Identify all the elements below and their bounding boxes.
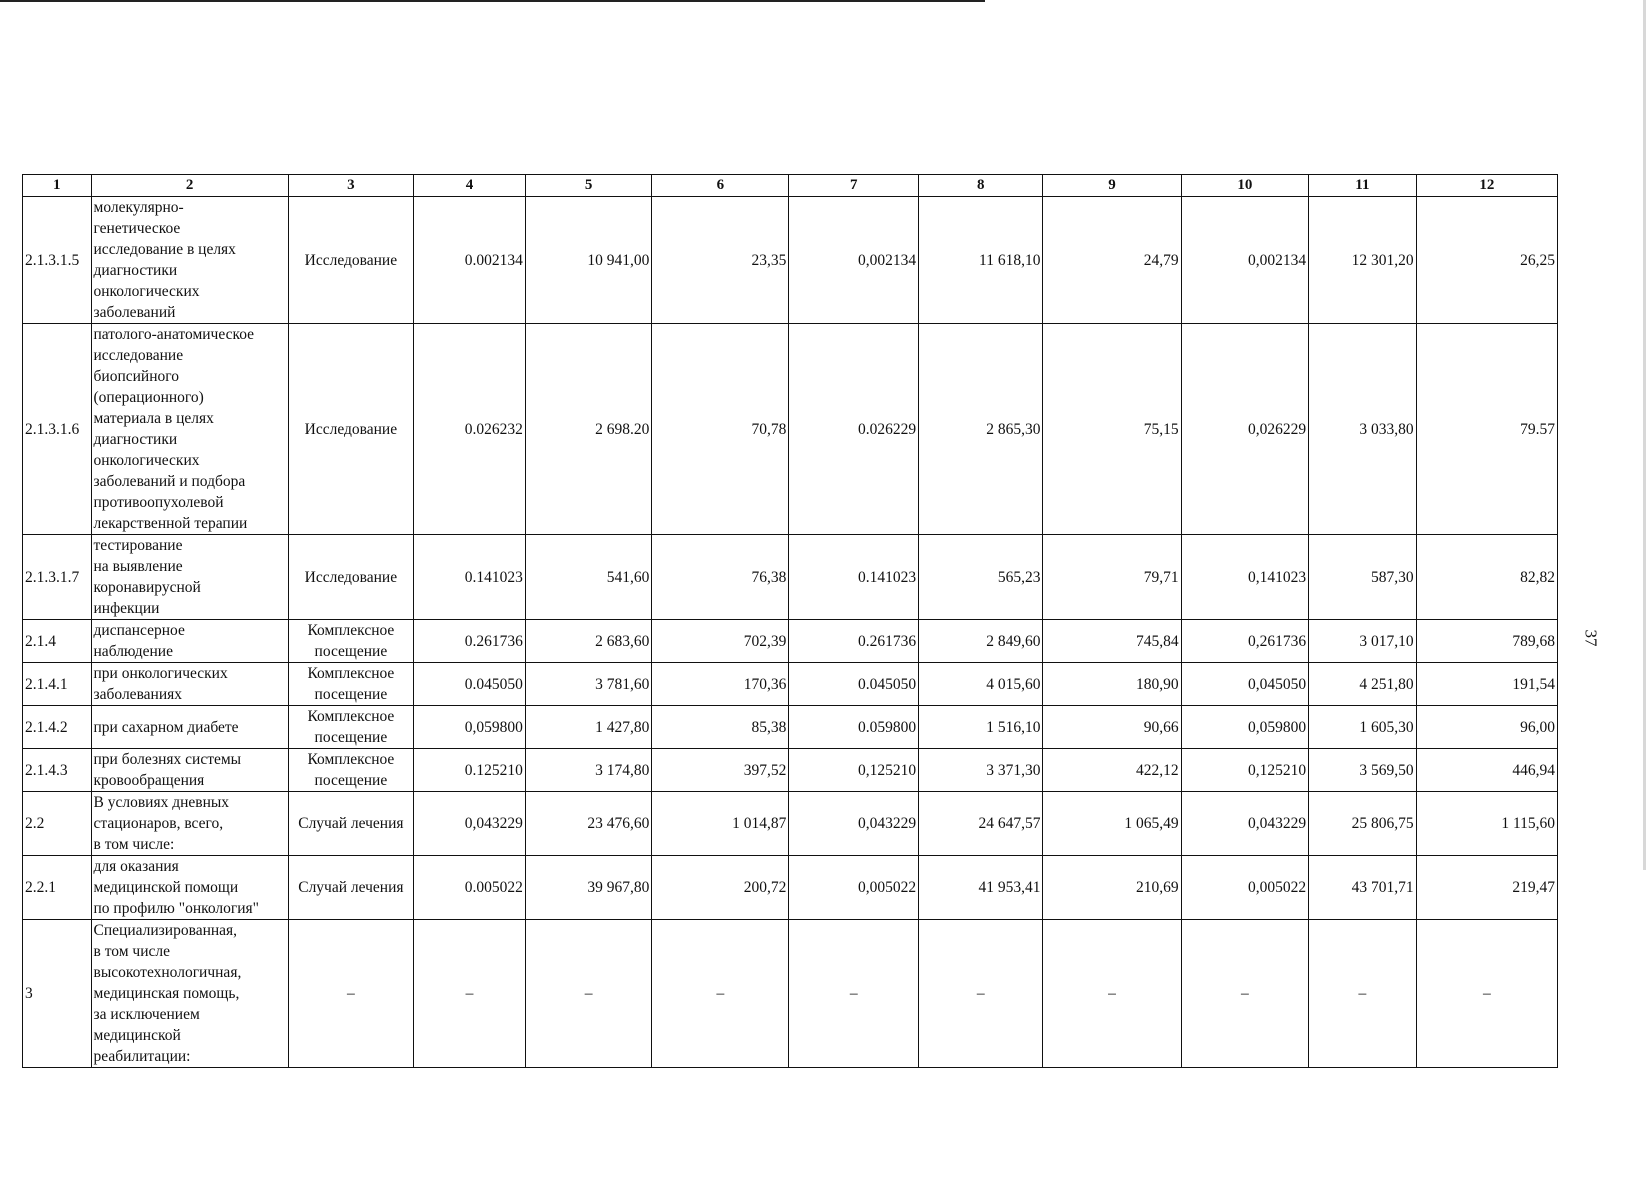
row-unit: Случай лечения [288, 856, 413, 920]
value-cell: 3 017,10 [1309, 620, 1417, 663]
value-cell: 541,60 [525, 535, 652, 620]
row-unit: Комплексное посещение [288, 663, 413, 706]
value-cell: 24,79 [1043, 197, 1181, 324]
value-cell: 422,12 [1043, 749, 1181, 792]
row-name: В условиях дневных стационаров, всего, в том числе: [91, 792, 288, 856]
value-cell: 1 605,30 [1309, 706, 1417, 749]
value-cell: 0,005022 [1181, 856, 1309, 920]
header-cell: 2 [91, 175, 288, 197]
row-name: молекулярно- генетическое исследование в целях диагностики онкологических заболеваний [91, 197, 288, 324]
value-cell: – [414, 920, 526, 1068]
value-cell: 0,043229 [414, 792, 526, 856]
value-cell: 1 427,80 [525, 706, 652, 749]
value-cell: 0.125210 [414, 749, 526, 792]
row-name: Специализированная, в том числе высокотехнологичная, медицинская помощь, за исключением медицинской реабилитации: [91, 920, 288, 1068]
value-cell: 789,68 [1416, 620, 1557, 663]
header-cell: 6 [652, 175, 789, 197]
value-cell: 0.026229 [789, 324, 919, 535]
value-cell: 0.059800 [789, 706, 919, 749]
value-cell: 1 115,60 [1416, 792, 1557, 856]
value-cell: 0.141023 [414, 535, 526, 620]
value-cell: 11 618,10 [919, 197, 1043, 324]
table-row [23, 749, 1558, 792]
value-cell: – [789, 920, 919, 1068]
value-cell: 0.045050 [789, 663, 919, 706]
row-code: 2.1.3.1.5 [23, 197, 92, 324]
value-cell: 3 569,50 [1309, 749, 1417, 792]
header-cell: 4 [414, 175, 526, 197]
value-cell: 0,045050 [1181, 663, 1309, 706]
value-cell: 0,026229 [1181, 324, 1309, 535]
value-cell: 0,261736 [1181, 620, 1309, 663]
value-cell: 39 967,80 [525, 856, 652, 920]
value-cell: 170,36 [652, 663, 789, 706]
table-row [23, 197, 1558, 324]
value-cell: 2 849,60 [919, 620, 1043, 663]
value-cell: 745,84 [1043, 620, 1181, 663]
header-cell: 9 [1043, 175, 1181, 197]
value-cell: 180,90 [1043, 663, 1181, 706]
value-cell: 0.261736 [789, 620, 919, 663]
value-cell: 191,54 [1416, 663, 1557, 706]
row-unit: Комплексное посещение [288, 706, 413, 749]
value-cell: – [1181, 920, 1309, 1068]
value-cell: 85,38 [652, 706, 789, 749]
value-cell: 0.005022 [414, 856, 526, 920]
value-cell: 12 301,20 [1309, 197, 1417, 324]
value-cell: 0,002134 [789, 197, 919, 324]
value-cell: 23 476,60 [525, 792, 652, 856]
value-cell: 43 701,71 [1309, 856, 1417, 920]
header-row [23, 175, 1558, 197]
row-code: 2.1.4.1 [23, 663, 92, 706]
header-cell: 10 [1181, 175, 1309, 197]
value-cell: 3 174,80 [525, 749, 652, 792]
value-cell: 0,043229 [789, 792, 919, 856]
value-cell: 23,35 [652, 197, 789, 324]
value-cell: 397,52 [652, 749, 789, 792]
row-unit: Исследование [288, 324, 413, 535]
header-cell: 8 [919, 175, 1043, 197]
table-row [23, 324, 1558, 535]
row-name: диспансерное наблюдение [91, 620, 288, 663]
value-cell: 79.57 [1416, 324, 1557, 535]
value-cell: 2 698.20 [525, 324, 652, 535]
table-row [23, 663, 1558, 706]
row-unit: Случай лечения [288, 792, 413, 856]
row-unit: Исследование [288, 535, 413, 620]
value-cell: 25 806,75 [1309, 792, 1417, 856]
header-cell: 7 [789, 175, 919, 197]
header-cell: 1 [23, 175, 92, 197]
value-cell: 70,78 [652, 324, 789, 535]
row-code: 2.2.1 [23, 856, 92, 920]
value-cell: 0,141023 [1181, 535, 1309, 620]
value-cell: 4 015,60 [919, 663, 1043, 706]
value-cell: 200,72 [652, 856, 789, 920]
value-cell: – [919, 920, 1043, 1068]
header-cell: 11 [1309, 175, 1417, 197]
row-name: при болезнях системы кровообращения [91, 749, 288, 792]
top-rule [0, 0, 985, 2]
row-code: 2.1.4.3 [23, 749, 92, 792]
value-cell: 0,125210 [789, 749, 919, 792]
row-code: 2.1.4.2 [23, 706, 92, 749]
row-code: 2.1.3.1.7 [23, 535, 92, 620]
value-cell: 0.045050 [414, 663, 526, 706]
page-number: 37 [1581, 629, 1601, 647]
value-cell: 3 781,60 [525, 663, 652, 706]
value-cell: 82,82 [1416, 535, 1557, 620]
row-code: 2.1.3.1.6 [23, 324, 92, 535]
row-unit: Комплексное посещение [288, 749, 413, 792]
table-row [23, 620, 1558, 663]
value-cell: 0,002134 [1181, 197, 1309, 324]
row-name: тестирование на выявление коронавирусной инфекции [91, 535, 288, 620]
tariff-table [22, 174, 1558, 1068]
row-name: для оказания медицинской помощи по профилю "онкология" [91, 856, 288, 920]
row-code: 3 [23, 920, 92, 1068]
value-cell: – [525, 920, 652, 1068]
value-cell: 587,30 [1309, 535, 1417, 620]
value-cell: 0,059800 [1181, 706, 1309, 749]
value-cell: – [652, 920, 789, 1068]
table-row [23, 792, 1558, 856]
value-cell: 90,66 [1043, 706, 1181, 749]
value-cell: 446,94 [1416, 749, 1557, 792]
value-cell: – [1416, 920, 1557, 1068]
row-unit: Исследование [288, 197, 413, 324]
row-code: 2.2 [23, 792, 92, 856]
value-cell: 1 065,49 [1043, 792, 1181, 856]
value-cell: 0,125210 [1181, 749, 1309, 792]
row-unit: – [288, 920, 413, 1068]
value-cell: 0,043229 [1181, 792, 1309, 856]
value-cell: 76,38 [652, 535, 789, 620]
value-cell: 79,71 [1043, 535, 1181, 620]
table-row [23, 856, 1558, 920]
row-name: патолого-анатомическое исследование биопсийного (операционного) материала в целях диагностики онкологических заболеваний и подбора противоопухолевой лекарственной терапии [91, 324, 288, 535]
value-cell: 0.261736 [414, 620, 526, 663]
value-cell: 75,15 [1043, 324, 1181, 535]
value-cell: 1 516,10 [919, 706, 1043, 749]
value-cell: 0,059800 [414, 706, 526, 749]
table-row [23, 706, 1558, 749]
value-cell: 2 683,60 [525, 620, 652, 663]
value-cell: 3 033,80 [1309, 324, 1417, 535]
value-cell: 26,25 [1416, 197, 1557, 324]
value-cell: 3 371,30 [919, 749, 1043, 792]
value-cell: 1 014,87 [652, 792, 789, 856]
row-code: 2.1.4 [23, 620, 92, 663]
value-cell: 0.002134 [414, 197, 526, 324]
row-name: при онкологических заболеваниях [91, 663, 288, 706]
header-cell: 3 [288, 175, 413, 197]
row-name: при сахарном диабете [91, 706, 288, 749]
value-cell: 2 865,30 [919, 324, 1043, 535]
value-cell: 210,69 [1043, 856, 1181, 920]
header-cell: 12 [1416, 175, 1557, 197]
header-cell: 5 [525, 175, 652, 197]
value-cell: – [1043, 920, 1181, 1068]
value-cell: – [1309, 920, 1417, 1068]
value-cell: 565,23 [919, 535, 1043, 620]
value-cell: 219,47 [1416, 856, 1557, 920]
value-cell: 0.026232 [414, 324, 526, 535]
value-cell: 96,00 [1416, 706, 1557, 749]
value-cell: 702,39 [652, 620, 789, 663]
table-row [23, 535, 1558, 620]
value-cell: 41 953,41 [919, 856, 1043, 920]
table-row [23, 920, 1558, 1068]
value-cell: 0,005022 [789, 856, 919, 920]
row-unit: Комплексное посещение [288, 620, 413, 663]
value-cell: 0.141023 [789, 535, 919, 620]
value-cell: 10 941,00 [525, 197, 652, 324]
value-cell: 4 251,80 [1309, 663, 1417, 706]
value-cell: 24 647,57 [919, 792, 1043, 856]
